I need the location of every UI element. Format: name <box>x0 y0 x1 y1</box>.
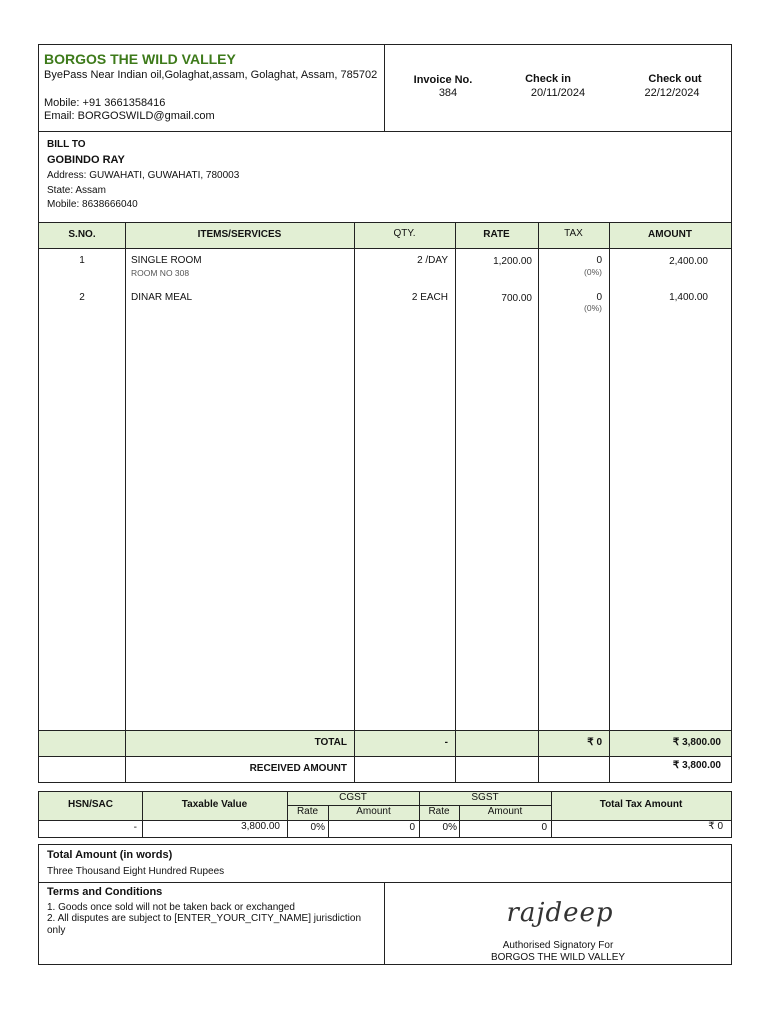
row-1-rate: 1,200.00 <box>493 256 532 267</box>
col-header-rate: RATE <box>483 229 510 240</box>
sgst-amount-header: Amount <box>487 806 523 817</box>
cgst-rate-header: Rate <box>296 806 319 817</box>
company-mobile: Mobile: +91 3661358416 <box>44 97 166 109</box>
amount-words-value: Three Thousand Eight Hundred Rupees <box>47 866 225 877</box>
cgst-header: CGST <box>339 792 367 803</box>
total-row-top <box>38 730 732 731</box>
col-divider <box>609 222 610 783</box>
checkin-label: Check in <box>525 73 571 85</box>
hsn-header: HSN/SAC <box>67 799 113 810</box>
row-1-item-sub: ROOM NO 308 <box>131 268 190 278</box>
col-header-tax: TAX <box>564 228 583 239</box>
company-email: Email: BORGOSWILD@gmail.com <box>44 110 215 122</box>
row-1-qty: 2 /DAY <box>417 255 448 266</box>
items-header-bottom <box>38 248 732 249</box>
total-tax-value: ₹ 0 <box>708 821 723 832</box>
row-1-tax-pct: (0%) <box>584 267 602 277</box>
checkin-date: 20/11/2024 <box>530 87 586 99</box>
terms-label: Terms and Conditions <box>47 886 163 898</box>
row-2-rate: 700.00 <box>501 293 532 304</box>
checkout-label: Check out <box>648 73 702 85</box>
col-divider <box>538 222 539 783</box>
total-tax-header: Total Tax Amount <box>599 799 683 810</box>
footer-divider <box>384 882 385 965</box>
row-2-qty: 2 EACH <box>411 292 448 303</box>
header-divider <box>384 44 385 132</box>
received-label: RECEIVED AMOUNT <box>249 763 347 774</box>
col-divider <box>354 222 355 783</box>
company-address: ByePass Near Indian oil,Golaghat,assam, Golaghat, Assam, 785702 <box>44 69 378 81</box>
col-header-amount: AMOUNT <box>648 229 692 240</box>
bill-to-label: BILL TO <box>47 139 86 150</box>
total-qty: - <box>444 737 448 748</box>
total-row-bottom <box>38 756 732 757</box>
col-header-items: ITEMS/SERVICES <box>197 229 282 240</box>
row-2-sno: 2 <box>79 292 85 303</box>
row-1-sno: 1 <box>79 255 85 266</box>
signatory-company: BORGOS THE WILD VALLEY <box>490 952 626 963</box>
customer-mobile: Mobile: 8638666040 <box>47 199 138 210</box>
row-1-amount: 2,400.00 <box>669 256 708 267</box>
customer-name: GOBINDO RAY <box>47 154 125 166</box>
total-amount: ₹ 3,800.00 <box>672 737 721 748</box>
sgst-header: SGST <box>471 792 499 803</box>
col-header-qty: QTY. <box>393 228 416 239</box>
received-amount: ₹ 3,800.00 <box>672 760 721 771</box>
hsn-value: - <box>133 822 137 833</box>
taxable-header: Taxable Value <box>181 799 248 810</box>
sgst-rate-header: Rate <box>428 806 450 817</box>
row-1-item: SINGLE ROOM <box>131 255 202 266</box>
col-divider <box>455 222 456 783</box>
total-label: TOTAL <box>314 737 347 748</box>
total-tax: ₹ 0 <box>587 737 602 748</box>
row-1-tax: 0 <box>596 255 602 266</box>
amount-words-label: Total Amount (in words) <box>47 849 173 861</box>
col-header-sno: S.NO. <box>68 229 96 240</box>
items-table <box>38 222 732 783</box>
invoice-no-label: Invoice No. <box>413 74 473 86</box>
col-divider <box>125 222 126 783</box>
sgst-rate-value: 0% <box>442 822 457 833</box>
row-2-tax: 0 <box>596 292 602 303</box>
cgst-amount-header: Amount <box>356 806 391 817</box>
signature-image: rajdeep <box>506 898 614 928</box>
customer-state: State: Assam <box>47 185 106 196</box>
cgst-amount-value: 0 <box>409 822 415 833</box>
invoice-no: 384 <box>438 87 458 99</box>
terms-line-2: 2. All disputes are subject to [ENTER_YOUR_CITY_NAME] jurisdiction only <box>47 913 362 936</box>
checkout-date: 22/12/2024 <box>644 87 700 99</box>
customer-address: Address: GUWAHATI, GUWAHATI, 780003 <box>47 170 240 181</box>
company-name: BORGOS THE WILD VALLEY <box>44 51 236 67</box>
terms-line-1: 1. Goods once sold will not be taken back or exchanged <box>47 902 295 913</box>
cgst-rate-value: 0% <box>310 822 325 833</box>
sgst-amount-value: 0 <box>541 822 547 833</box>
row-2-tax-pct: (0%) <box>584 303 602 313</box>
taxable-value: 3,800.00 <box>241 821 280 832</box>
row-2-amount: 1,400.00 <box>669 292 708 303</box>
signatory-label: Authorised Signatory For <box>502 940 614 951</box>
row-2-item: DINAR MEAL <box>131 292 193 303</box>
